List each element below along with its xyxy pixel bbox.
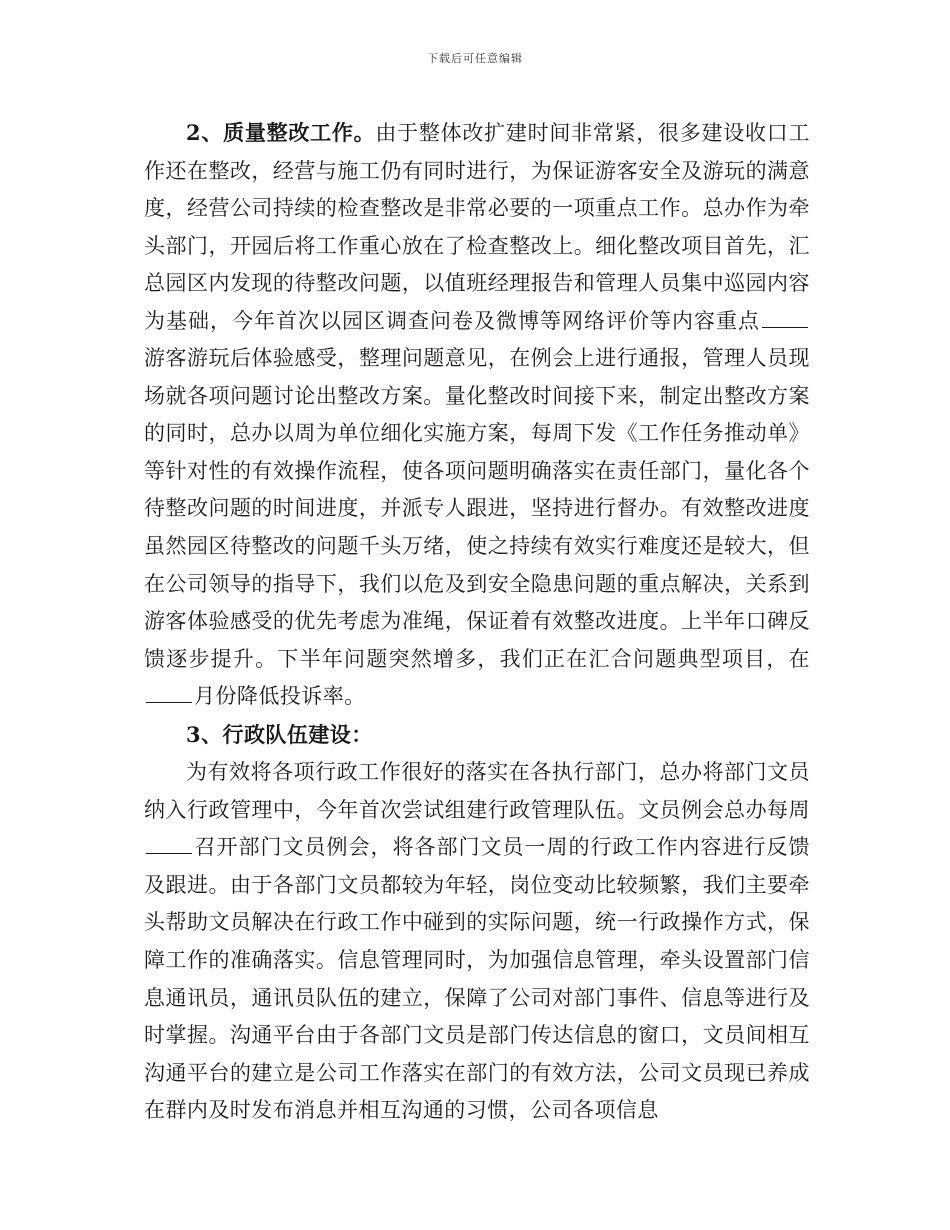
document-body: [144, 114, 810, 1130]
paragraph-admin-team: [144, 754, 810, 1129]
paragraph-text: 由于整体改扩建时间非常紧，很多建设收口工作还在整改，经营与施工仍有同时进行，为保证游客安全及游玩的满意度，经营公司持续的检查整改是非常必要的一项重点工作。总办作为牵头部门，开园后将工作重心放在了检查整改上。细化整改项目首先，汇总园区内发现的待整改问题，以值班经理报告和管理人员集中巡园内容为基础，今年首次以园区调查问卷及微博等网络评价等内容重点: [144, 121, 810, 333]
paragraph-quality-rectification: [144, 114, 810, 716]
paragraph-text: 月份降低投诉率。: [194, 684, 366, 709]
paragraph-text: 为有效将各项行政工作很好的落实在各执行部门，总办将部门文员纳入行政管理中，今年首次尝试组建行政管理队伍。文员例会总办每周: [144, 760, 810, 822]
paragraph-text: 召开部门文员例会，将各部门文员一周的行政工作内容进行反馈及跟进。由于各部门文员都较为年轻，岗位变动比较频繁，我们主要牵头帮助文员解决在行政工作中碰到的实际问题，统一行政操作方式，保障工作的准确落实。信息管理同时，为加强信息管理，牵头设置部门信息通讯员，通讯员队伍的建立，保障了公司对部门事件、信息等进行及时掌握。沟通平台由于各部门文员是部门传达信息的窗口，文员间相互沟通平台的建立是公司工作落实在部门的有效方法，公司文员现已养成在群内及时发布消息并相互沟通的习惯，公司各项信息: [144, 835, 810, 1123]
fill-in-blank: [146, 684, 192, 703]
page-header: 下载后可任意编辑: [427, 52, 523, 65]
paragraph-text: 游客游玩后体验感受，整理问题意见，在例会上进行通报，管理人员现场就各项问题讨论出整改方案。量化整改时间接下来，制定出整改方案的同时，总办以周为单位细化实施方案，每周下发《工作任务推动单》等针对性的有效操作流程，使各项问题明确落实在责任部门，量化各个待整改问题的时间进度，并派专人跟进，坚持进行督办。有效整改进度虽然园区待整改的问题千头万绪，使之持续有效实行难度还是较大，但在公司领导的指导下，我们以危及到安全隐患问题的重点解决，关系到游客体验感受的优先考虑为准绳，保证着有效整改进度。上半年口碑反馈逐步提升。下半年问题突然增多，我们正在汇合问题典型项目，在: [144, 346, 810, 671]
fill-in-blank: [146, 835, 192, 854]
section-heading-quality: 2、质量整改工作。: [186, 120, 376, 145]
section-heading-text: 3、行政队伍建设：: [186, 721, 373, 747]
fill-in-blank: [762, 309, 808, 328]
section-heading-admin-team: [144, 716, 810, 755]
